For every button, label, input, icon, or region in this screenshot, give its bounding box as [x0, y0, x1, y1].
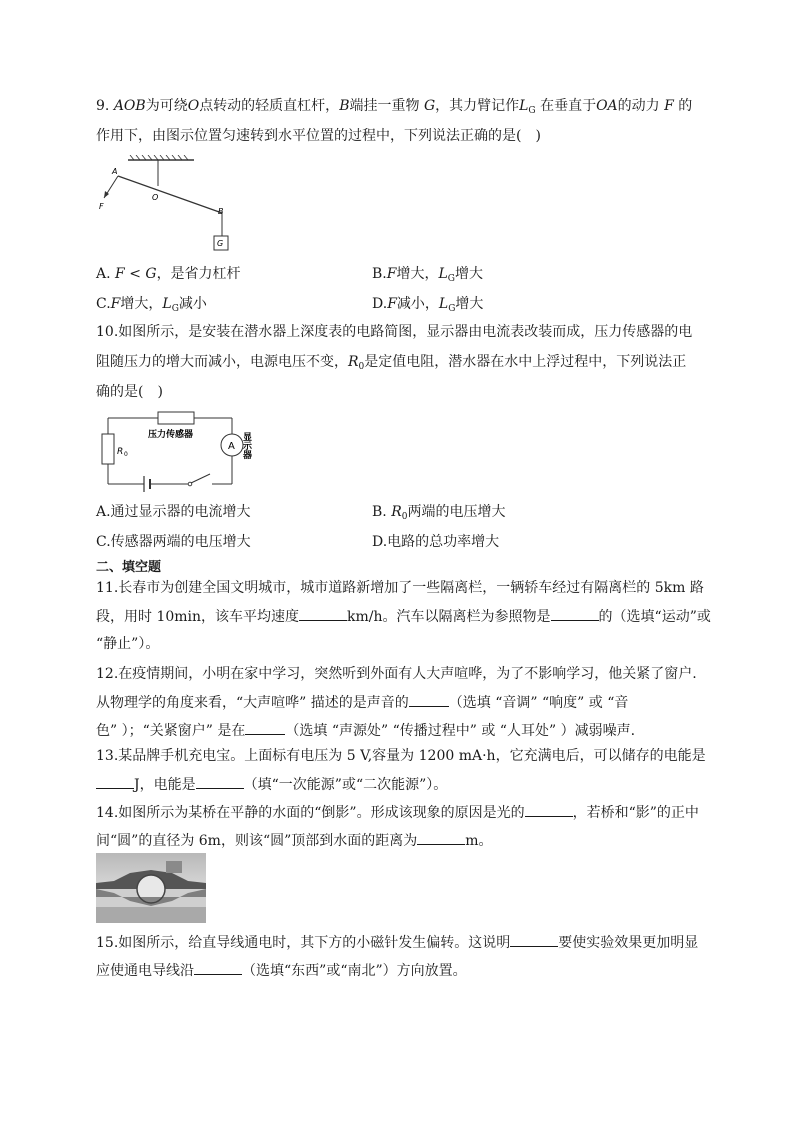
option-prefix: B.	[372, 504, 387, 520]
q9-text: 点转动的轻质直杠杆，	[199, 98, 340, 114]
q9-text: 的动力	[617, 98, 660, 114]
q11-line-1: 11.长春市为创建全国文明城市，城市道路新增加了一些隔离栏，一辆轿车经过有隔离栏的 5km 路	[96, 580, 704, 596]
q12-text: 色” ）；“关紧窗户” 是在	[96, 723, 246, 739]
option-text: 增大，	[120, 296, 163, 312]
sensor-label: 压力传感器	[148, 430, 194, 440]
q15-line-1	[96, 932, 698, 953]
q9-option-c[interactable]	[96, 294, 207, 319]
q9-text-sub: G	[528, 106, 536, 116]
q9-text: 在垂直于	[540, 98, 597, 114]
label-o: O	[152, 193, 159, 202]
label-g: G	[217, 239, 224, 248]
answer-blank[interactable]	[551, 606, 599, 621]
q9-line-1	[96, 96, 692, 121]
answer-blank[interactable]	[409, 692, 449, 707]
q12-text: （选填 “音调” “响度” 或 “音	[448, 695, 629, 711]
answer-blank[interactable]	[510, 932, 558, 947]
option-sub: G	[448, 304, 456, 314]
option-sub: G	[171, 304, 179, 314]
q12-line-3	[96, 720, 635, 741]
q14-line-2	[96, 830, 493, 851]
q10-text: 阻随压力的增大而减小，电源电压不变，	[96, 354, 348, 370]
q10-line-1: 10.如图所示，是安装在潜水器上深度表的电路简图，显示器由电流表改装而成，压力传感器的电	[96, 324, 693, 340]
q11-text: km/h。汽车以隔离栏为参照物是	[347, 609, 551, 625]
q9-text-o: O	[187, 98, 200, 114]
option-l: L	[438, 266, 448, 282]
q15-text: 15.如图所示，给直导线通电时，其下方的小磁针发生偏转。这说明	[96, 935, 511, 951]
option-text: 减小	[178, 296, 207, 312]
answer-blank[interactable]	[194, 960, 242, 975]
q9-text-f: F	[664, 98, 674, 114]
option-prefix: A.	[96, 266, 111, 282]
q10-text: 是定值电阻，潜水器在水中上浮过程中，下列说法正	[364, 354, 687, 370]
q9-number: 9.	[96, 98, 110, 114]
q11-line-3: “静止”）。	[96, 636, 160, 652]
q9-text: ，其力臂记作	[435, 98, 520, 114]
circuit-diagram	[96, 408, 266, 496]
q9-text-aob: AOB	[113, 98, 146, 114]
q9-text-g: G	[423, 98, 436, 114]
q14-text: 间“圆”的直径为 6m，则该“圆”顶部到水面的距离为	[96, 833, 418, 849]
label-a: A	[112, 167, 118, 176]
q11-text: 的（选填“运动”或	[598, 609, 711, 625]
q10-sub: 0	[358, 362, 365, 372]
option-text: 增大，	[396, 266, 439, 282]
q12-text: 从物理学的角度来看，“大声喧哗” 描述的是声音的	[96, 695, 409, 711]
q9-text-l: L	[519, 98, 529, 114]
bridge-reflection-photo	[96, 853, 206, 923]
option-f: F	[110, 296, 121, 312]
option-text: 增大	[454, 266, 483, 282]
q15-line-2	[96, 960, 467, 981]
label-b: B	[218, 207, 224, 216]
q10-r: R	[348, 354, 359, 370]
option-f: F	[115, 266, 125, 282]
answer-blank[interactable]	[196, 774, 244, 789]
ammeter-label: A	[228, 441, 235, 452]
resistor-r0	[102, 434, 114, 464]
r0-sub-label: 0	[124, 451, 128, 458]
background-building	[166, 861, 182, 873]
q9-text-b: B	[339, 98, 350, 114]
option-text: 减小，	[396, 296, 439, 312]
option-text: 两端的电压增大	[407, 504, 506, 520]
label-f: F	[99, 202, 104, 211]
q13-line-1: 13.某品牌手机充电宝。上面标有电压为 5 V,容量为 1200 mA·h，它充满电后，可以储存的电能是	[96, 748, 706, 764]
answer-blank[interactable]	[525, 802, 573, 817]
option-f: F	[387, 296, 397, 312]
option-f: F	[386, 266, 397, 282]
q14-line-1	[96, 802, 699, 823]
switch-blade	[191, 474, 210, 483]
option-l: L	[162, 296, 172, 312]
r0-label: R	[117, 447, 124, 457]
q9-line-2: 作用下，由图示位置匀速转到水平位置的过程中，下列说法正确的是( )	[96, 128, 541, 144]
q9-text: 端挂一重物	[349, 98, 420, 114]
q12-line-2	[96, 692, 628, 713]
q13-text: J，电能是	[134, 777, 196, 793]
pressure-sensor	[158, 412, 194, 424]
option-sub: 0	[401, 512, 408, 522]
q11-line-2	[96, 606, 711, 627]
q10-option-b[interactable]	[372, 502, 505, 527]
q14-text: ，若桥和“影”的正中	[572, 805, 699, 821]
q14-text: 14.如图所示为某桥在平静的水面的“倒影”。形成该现象的原因是光的	[96, 805, 525, 821]
q13-text: （填“一次能源”或“二次能源”）。	[243, 777, 448, 793]
q11-text: 段，用时 10min，该车平均速度	[96, 609, 300, 625]
q12-text: （选填 “声源处” “传播过程中” 或 “人耳处” ）减弱噪声.	[285, 723, 636, 739]
answer-blank[interactable]	[96, 774, 134, 789]
option-lt: <	[129, 266, 141, 282]
section-heading: 二、填空题	[96, 560, 162, 575]
lever-rod	[118, 176, 222, 213]
q10-option-a[interactable]: A.通过显示器的电流增大	[96, 504, 251, 520]
display-label: 显示器	[241, 432, 251, 459]
q15-text: （选填“东西”或“南北”）方向放置。	[242, 963, 467, 979]
q12-line-1: 12.在疫情期间，小明在家中学习，突然听到外面有人大声喧哗，为了不影响学习，他关紧了窗户.	[96, 666, 697, 682]
q13-line-2	[96, 774, 447, 795]
q10-option-d[interactable]: D.电路的总功率增大	[372, 534, 500, 550]
answer-blank[interactable]	[299, 606, 347, 621]
q15-text: 要使实验效果更加明显	[558, 935, 699, 951]
option-prefix: B.	[372, 266, 387, 282]
option-prefix: C.	[96, 296, 111, 312]
q9-option-d[interactable]	[372, 294, 483, 319]
q9-text: 的	[678, 98, 693, 114]
q10-line-2	[96, 352, 686, 377]
q9-text-oa: OA	[596, 98, 618, 114]
option-l: L	[438, 296, 449, 312]
lever-diagram	[96, 155, 236, 255]
answer-blank[interactable]	[417, 830, 465, 845]
q14-text: m。	[465, 833, 493, 849]
option-text: 增大	[455, 296, 484, 312]
q10-option-c[interactable]: C.传感器两端的电压增大	[96, 534, 251, 550]
q15-text: 应使通电导线沿	[96, 963, 194, 979]
q10-line-3: 确的是( )	[96, 384, 163, 400]
q9-option-a[interactable]	[96, 264, 241, 284]
q9-text: 为可绕	[145, 98, 188, 114]
water-foreground	[96, 907, 206, 923]
option-r: R	[391, 504, 402, 520]
answer-blank[interactable]	[245, 720, 285, 735]
option-sub: G	[447, 274, 455, 284]
q9-option-b[interactable]	[372, 264, 483, 289]
option-text: ，是省力杠杆	[156, 266, 241, 282]
option-prefix: D.	[372, 296, 388, 312]
ceiling-hatch	[130, 155, 188, 160]
option-g: G	[145, 266, 157, 282]
